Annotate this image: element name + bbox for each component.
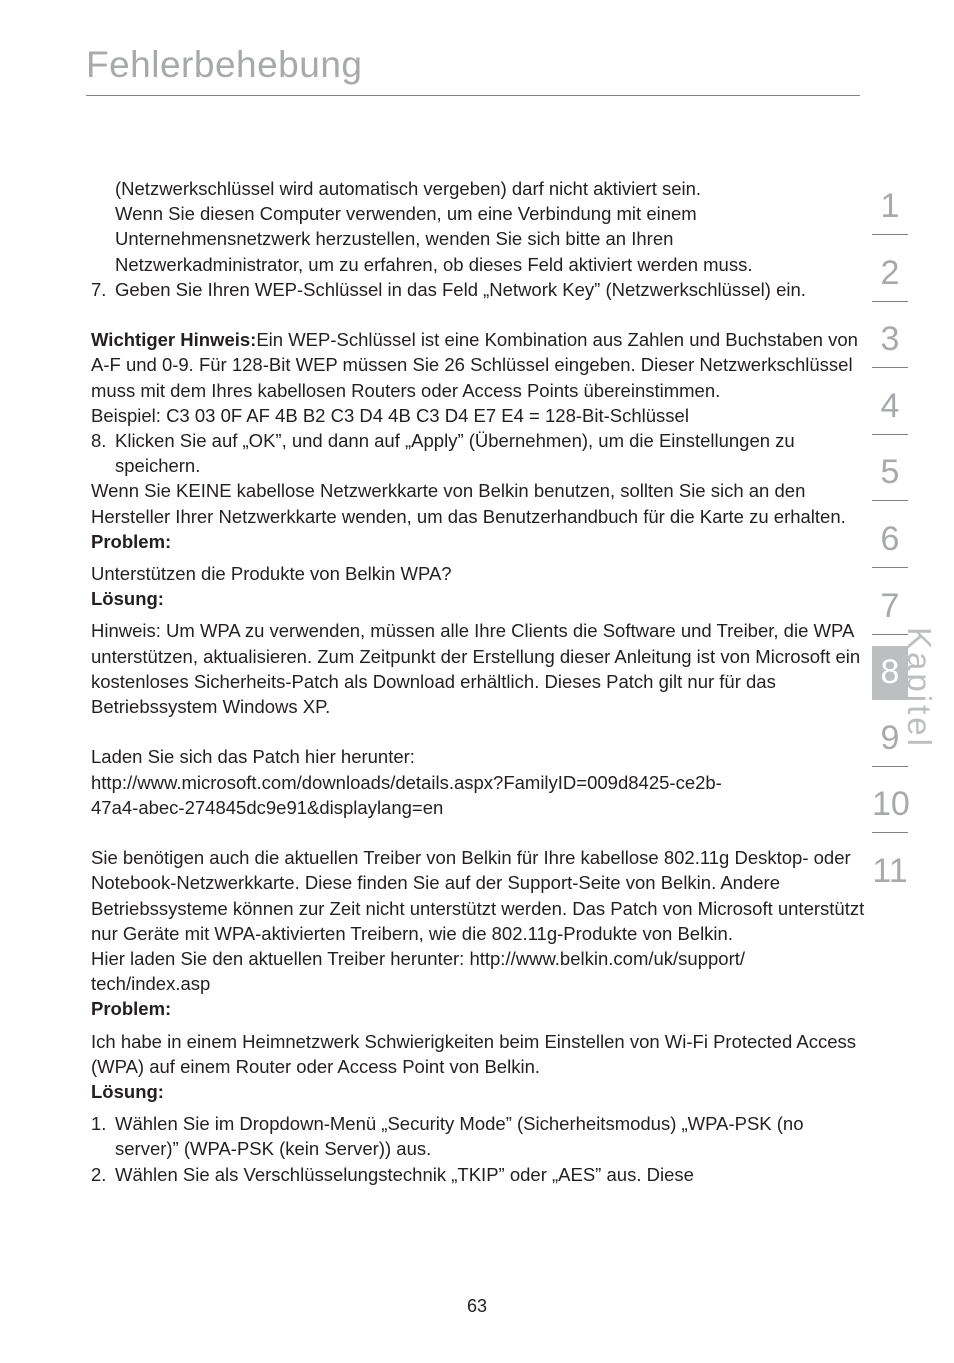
chapter-5[interactable]: 5: [872, 446, 908, 501]
problem-heading: Problem:: [91, 530, 172, 552]
driver-line: Hier laden Sie den aktuellen Treiber herunter: http://www.belkin.com/uk/support/: [91, 948, 746, 970]
chapter-7[interactable]: 7: [872, 580, 908, 635]
chapter-9[interactable]: 9: [872, 712, 908, 767]
list-text: Klicken Sie auf „OK”, und dann auf „Apply” (Übernehmen), um die Einstellungen zu speichern.: [115, 430, 795, 477]
list-text: Wählen Sie im Dropdown-Menü „Security Mode” (Sicherheitsmodus) „WPA-PSK (no server)” (WPA-PSK (kein Server)) aus.: [115, 1113, 804, 1160]
drivers-paragraph: Sie benötigen auch die aktuellen Treiber von Belkin für Ihre kabellose 802.11g Desktop- oder Notebook-Netzwerkkarte. Diese finden Sie auf der Support-Seite von Belkin. Andere Betriebssysteme können zur Zeit nicht unterstützt werden. Das Patch von Microsoft unterstützt nur Geräte mit WPA-aktivierten Treibern, wie die 802.11g-Produkte von Belkin.: [91, 847, 865, 944]
chapter-8-active[interactable]: 8: [872, 646, 908, 700]
note-label: Wichtiger Hinweis:: [91, 329, 257, 351]
list-text: Wählen Sie als Verschlüsselungstechnik „TKIP” oder „AES” aus. Diese: [115, 1163, 694, 1185]
driver-line: tech/index.asp: [91, 973, 211, 995]
step-2: [91, 1162, 871, 1187]
chapter-1[interactable]: 1: [872, 180, 908, 235]
list-text: Geben Sie Ihren WEP-Schlüssel in das Feld „Network Key” (Netzwerkschlüssel) ein.: [115, 278, 806, 300]
solution-paragraph: Hinweis: Um WPA zu verwenden, müssen alle Ihre Clients die Software und Treiber, die WPA unterstützen, aktualisieren. Zum Zeitpunkt der Erstellung dieser Anleitung ist von Microsoft ein kostenloses Sicherheits-Patch als Download erhältlich. Dieses Patch gilt nur für das Betriebssystem Windows XP.: [91, 620, 861, 718]
patch-url-line: http://www.microsoft.com/downloads/details.aspx?FamilyID=009d8425-ce2b-: [91, 771, 722, 793]
text-line: Unternehmensnetzwerk herzustellen, wenden Sie sich bitte an Ihren: [115, 228, 674, 250]
patch-paragraph: [91, 744, 871, 820]
driver-download-paragraph: [91, 946, 871, 996]
text-line: Wenn Sie diesen Computer verwenden, um eine Verbindung mit einem: [115, 203, 697, 225]
important-note: [91, 327, 871, 403]
problem-text: Ich habe in einem Heimnetzwerk Schwierigkeiten beim Einstellen von Wi-Fi Protected Access (WPA) auf einem Router oder Access Point von Belkin.: [91, 1030, 856, 1077]
solution-heading: Lösung:: [91, 588, 164, 610]
chapter-3[interactable]: 3: [872, 313, 908, 368]
patch-url-line: 47a4-abec-274845dc9e91&displaylang=en: [91, 796, 444, 818]
example-line: Beispiel: C3 03 0F AF 4B B2 C3 D4 4B C3 D4 E7 E4 = 128-Bit-Schlüssel: [91, 404, 689, 426]
continued-paragraph: [91, 176, 871, 277]
list-number: 1.: [91, 1113, 107, 1135]
text-line: Netzwerkadministrator, um zu erfahren, ob dieses Feld aktiviert werden muss.: [115, 253, 753, 275]
list-number: 8.: [91, 430, 107, 452]
list-item-8: [91, 428, 871, 478]
text-line: (Netzwerkschlüssel wird automatisch vergeben) darf nicht aktiviert sein.: [115, 178, 702, 199]
page-number: 63: [466, 1296, 488, 1316]
chapter-11[interactable]: 11: [872, 851, 908, 890]
chapter-label: Kapitel: [901, 627, 938, 749]
chapter-index: [872, 180, 908, 911]
note-text: Ein WEP-Schlüssel ist eine Kombination aus Zahlen und Buchstaben von A-F und 0-9. Für 128-Bit WEP müssen Sie 26 Schlüssel eingeben. Dieser Netzwerkschlüssel muss mit dem Ihres kabellosen Routers oder Access Points übereinstimmen.: [91, 329, 858, 401]
solution-heading: Lösung:: [91, 1081, 164, 1103]
list-item-7: [91, 277, 871, 302]
problem-heading: Problem:: [91, 998, 172, 1020]
list-number: 7.: [91, 278, 107, 300]
chapter-10[interactable]: 10: [872, 778, 908, 833]
main-content: [91, 176, 871, 1187]
page-title: Fehlerbehebung: [86, 44, 363, 85]
list-number: 2.: [91, 1163, 107, 1185]
patch-line: Laden Sie sich das Patch hier herunter:: [91, 746, 415, 768]
problem-text: Unterstützen die Produkte von Belkin WPA?: [91, 563, 452, 585]
title-divider: [86, 95, 860, 96]
chapter-6[interactable]: 6: [872, 513, 908, 568]
non-belkin-paragraph: Wenn Sie KEINE kabellose Netzwerkkarte von Belkin benutzen, sollten Sie sich an den Hersteller Ihrer Netzwerkkarte wenden, um das Benutzerhandbuch für die Karte zu erhalten.: [91, 480, 846, 527]
chapter-2[interactable]: 2: [872, 247, 908, 302]
step-1: [91, 1111, 871, 1161]
chapter-4[interactable]: 4: [872, 380, 908, 435]
